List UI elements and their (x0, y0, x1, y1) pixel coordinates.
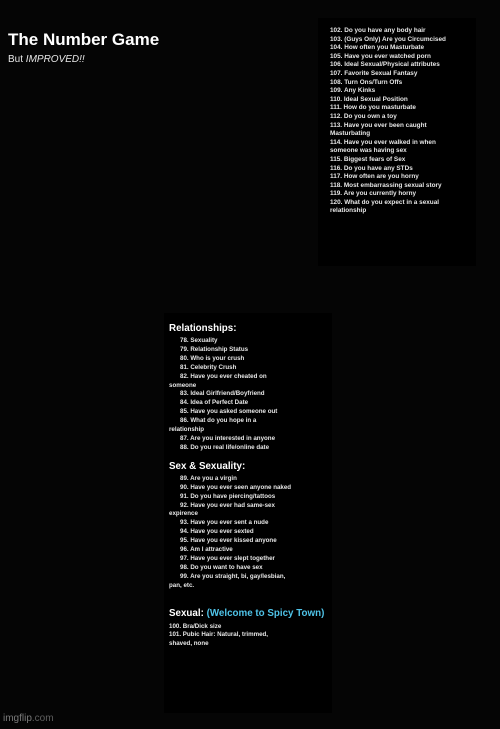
subtitle-emphasis: IMPROVED!! (25, 54, 85, 65)
list-item: 81. Celebrity Crush (180, 363, 237, 371)
sexual-heading-accent: (Welcome to Spicy Town) (206, 607, 325, 619)
list-item: 104. How often you Masturbate (330, 44, 425, 52)
list-item: 82. Have you ever cheated on (180, 372, 267, 380)
list-item: 83. Ideal Girlfriend/Boyfriend (180, 390, 265, 398)
list-item: 115. Biggest fears of Sex (330, 155, 406, 163)
watermark-prefix: imgflip (3, 713, 32, 724)
list-item: 107. Favorite Sexual Fantasy (330, 69, 418, 77)
questions-panel-bottom (164, 313, 332, 713)
list-item: 112. Do you own a toy (330, 112, 397, 120)
list-item: 88. Do you real life/online date (180, 443, 270, 451)
list-item: 97. Have you ever slept together (180, 554, 275, 562)
watermark-suffix: .com (31, 713, 54, 724)
list-item: 96. Am I attractive (180, 546, 233, 554)
list-item: 84. Idea of Perfect Date (180, 399, 249, 407)
list-item: 106. Ideal Sexual/Physical attributes (330, 61, 440, 69)
list-item: 94. Have you ever sexted (180, 528, 254, 536)
list-item: relationship (169, 426, 205, 434)
list-item: 118. Most embarrassing sexual story (330, 181, 442, 189)
questions-panel-top-right (318, 18, 476, 266)
list-item: Masturbating (330, 130, 371, 138)
list-item: 113. Have you ever been caught (330, 121, 427, 129)
list-item: 93. Have you ever sent a nude (180, 519, 269, 527)
list-item: relationship (330, 207, 367, 215)
list-item: 105. Have you ever watched porn (330, 52, 431, 60)
watermark (3, 713, 54, 724)
list-item: 117. How often are you horny (330, 173, 419, 181)
list-item: 108. Turn Ons/Turn Offs (330, 78, 403, 86)
list-item: 100. Bra/Dick size (169, 622, 222, 630)
list-item: 102. Do you have any body hair (330, 27, 426, 34)
sexual-heading (169, 607, 332, 620)
list-item: 109. Any Kinks (330, 87, 376, 95)
list-item: 110. Ideal Sexual Position (330, 95, 408, 103)
page-subtitle (8, 54, 85, 65)
list-item: 111. How do you masturbate (330, 104, 416, 112)
sex-sexuality-list (169, 475, 332, 591)
list-item: 95. Have you ever kissed anyone (180, 537, 277, 545)
list-item: 89. Are you a virgin (180, 474, 237, 482)
list-item: 80. Who is your crush (180, 354, 245, 362)
list-item: 103. (Guys Only) Are you Circumcised (330, 35, 446, 43)
sexual-list (169, 623, 332, 650)
list-item: expirence (169, 510, 198, 518)
list-item: 99. Are you straight, bi, gay/lesbian, (180, 572, 286, 580)
top-right-list (330, 27, 476, 216)
list-item: 120. What do you expect in a sexual (330, 198, 440, 206)
list-item: 78. Sexuality (180, 337, 218, 344)
sexual-heading-label: Sexual: (169, 607, 207, 619)
sex-sexuality-heading: Sex & Sexuality: (169, 460, 246, 472)
list-item: shaved, none (169, 640, 209, 648)
page-title: The Number Game (8, 30, 160, 49)
list-item: 85. Have you asked someone out (180, 408, 278, 416)
list-item: 101. Pubic Hair: Natural, trimmed, (169, 631, 269, 639)
subtitle-prefix: But (8, 54, 26, 65)
relationships-list (169, 337, 332, 453)
list-item: 79. Relationship Status (180, 345, 249, 353)
list-item: someone (169, 381, 197, 389)
list-item: 90. Have you ever seen anyone naked (180, 483, 292, 491)
list-item: 116. Do you have any STDs (330, 164, 413, 172)
list-item: 92. Have you ever had same-sex (180, 501, 275, 509)
list-item: pan, etc. (169, 581, 195, 589)
list-item: 91. Do you have piercing/tattoos (180, 492, 276, 500)
list-item: 119. Are you currently horny (330, 190, 417, 198)
list-item: 87. Are you interested in anyone (180, 434, 276, 442)
list-item: 98. Do you want to have sex (180, 563, 263, 571)
list-item: 114. Have you ever walked in when (330, 138, 436, 146)
list-item: someone was having sex (330, 147, 407, 155)
list-item: 86. What do you hope in a (180, 417, 257, 425)
relationships-heading: Relationships: (169, 323, 237, 334)
